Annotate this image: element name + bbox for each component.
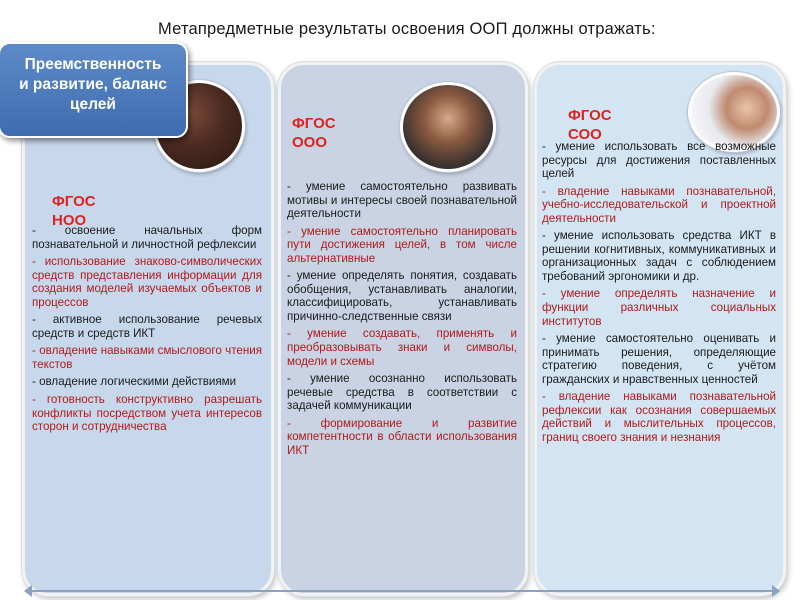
ooo-item: - формирование и развитие компетентности в области использования ИКТ: [287, 416, 517, 457]
noo-text-column: [32, 224, 262, 438]
soo-item: - владение навыками познавательной, учебно-исследовательской и проектной деятельности: [542, 184, 776, 225]
noo-item: - овладение логическими действиями: [32, 375, 237, 389]
arrow-right-icon: [772, 585, 780, 597]
noo-item: - активное использование речевых средств и средств ИКТ: [32, 313, 262, 340]
ooo-text-column: [287, 180, 517, 461]
ooo-item: - умение осознанно использовать речевые средства в соответствии с задачей коммуникации: [287, 372, 517, 413]
continuity-badge: Преемственность и развитие, баланс целей: [0, 42, 188, 138]
bottom-arrow-line: [28, 590, 772, 592]
ooo-item: - умение определять понятия, создавать обобщения, устанавливать аналогии, классифицировать, устанавливать причинно-следственные связи: [287, 269, 517, 323]
page-title: Метапредметные результаты освоения ООП должны отражать:: [158, 20, 656, 38]
soo-text-column: [542, 140, 776, 448]
soo-item: - умение использовать все возможные ресурсы для достижения поставленных целей: [542, 140, 776, 181]
soo-item: - владение навыками познавательной рефлексии как осознания совершаемых действий и мыслительных процессов, границ своего знания и незнания: [542, 390, 776, 444]
ooo-item: - умение самостоятельно развивать мотивы и интересы своей познавательной деятельности: [287, 180, 517, 221]
noo-item: - готовность конструктивно разрешать конфликты посредством учета интересов сторон и сотрудничества: [32, 393, 262, 434]
noo-item: - овладение навыками смыслового чтения текстов: [32, 344, 262, 371]
soo-item: - умение использовать средства ИКТ в решении когнитивных, коммуникативных и организационных задач с соблюдением требований эргономики и др.: [542, 229, 776, 283]
soo-item: - умение самостоятельно оценивать и принимать решения, определяющие стратегию поведения, с учётом гражданских и нравственных ценностей: [542, 332, 776, 386]
photo-boy-student: [400, 82, 496, 172]
ooo-item: - умение создавать, применять и преобразовывать знаки и символы, модели и схемы: [287, 327, 517, 368]
ooo-item: - умение самостоятельно планировать пути достижения целей, в том числе альтернативные: [287, 224, 517, 265]
noo-item: - освоение начальных форм познавательной и личностной рефлексии: [32, 224, 262, 251]
noo-item: - использование знаково-символических средств представления информации для создания моделей изучаемых объектов и процессов: [32, 255, 262, 309]
soo-item: - умение определять назначение и функции различных социальных институтов: [542, 287, 776, 328]
fgos-noo-heading: ФГОС НОО: [52, 193, 96, 229]
fgos-ooo-heading: ФГОС ООО: [292, 115, 336, 151]
fgos-soo-heading: ФГОС СОО: [568, 107, 612, 143]
